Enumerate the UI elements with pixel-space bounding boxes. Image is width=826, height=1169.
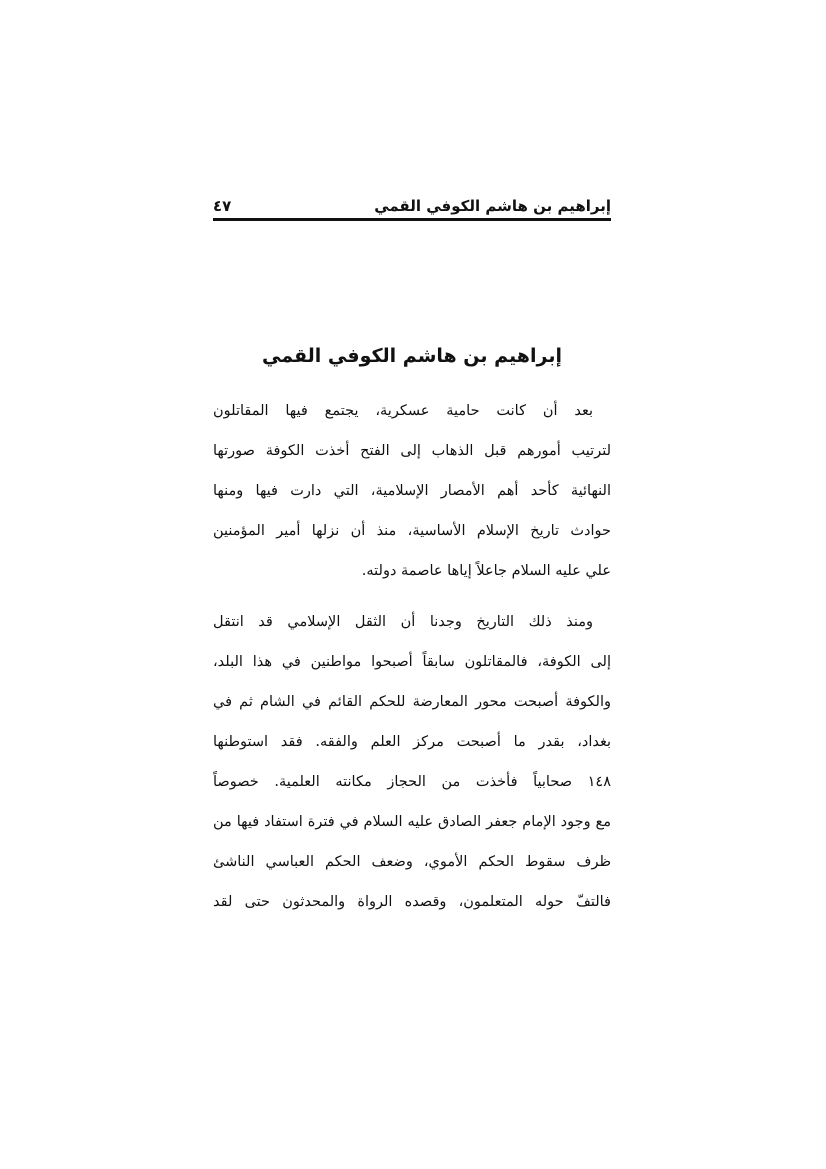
header-rule: [213, 218, 611, 221]
chapter-title: إبراهيم بن هاشم الكوفي القمي: [262, 345, 562, 367]
text-line: ظرف سقوط الحكم الأموي، وضعف الحكم العباسي الناشئ: [213, 854, 611, 870]
running-title: إبراهيم بن هاشم الكوفي القمي: [374, 197, 611, 215]
running-header: [213, 196, 611, 216]
text-line: فالتفّ حوله المتعلمون، وقصده الرواة والمحدثون حتى لقد: [213, 894, 611, 910]
text-line: علي عليه السلام جاعلاً إياها عاصمة دولته.: [361, 563, 611, 579]
text-line: ١٤٨ صحابياً فأخذت من الحجاز مكانته العلمية. خصوصاً: [213, 774, 611, 790]
text-line: إلى الكوفة، فالمقاتلون سابقاً أصبحوا مواطنين في هذا البلد،: [213, 654, 611, 670]
page-number: ٤٧: [213, 197, 232, 215]
text-line: بغداد، بقدر ما أصبحت مركز العلم والفقه. فقد استوطنها: [213, 734, 611, 750]
text-line: حوادث تاريخ الإسلام الأساسية، منذ أن نزلها أمير المؤمنين: [213, 523, 611, 539]
text-line: بعد أن كانت حامية عسكرية، يجتمع فيها المقاتلون: [213, 403, 593, 419]
text-line: لترتيب أمورهم قبل الذهاب إلى الفتح أخذت الكوفة صورتها: [213, 443, 611, 459]
text-line: مع وجود الإمام جعفر الصادق عليه السلام في فترة استفاد فيها من: [213, 814, 611, 830]
text-line: والكوفة أصبحت محور المعارضة للحكم القائم في الشام ثم في: [213, 694, 611, 710]
text-line: النهائية كأحد أهم الأمصار الإسلامية، التي دارت فيها ومنها: [213, 483, 611, 499]
text-line: ومنذ ذلك التاريخ وجدنا أن الثقل الإسلامي قد انتقل: [213, 614, 593, 630]
